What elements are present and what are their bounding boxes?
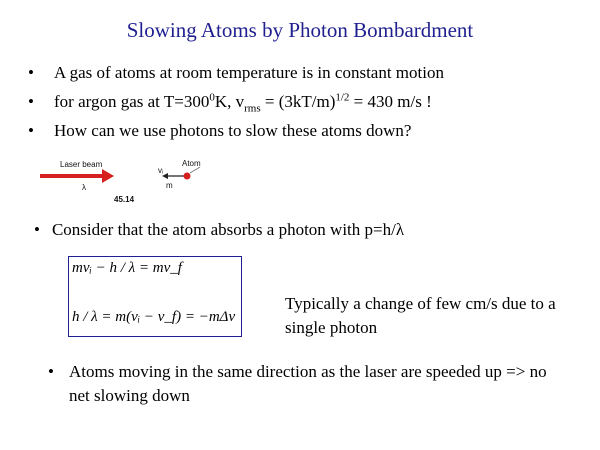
bullet-text: A gas of atoms at room temperature is in constant motion	[54, 63, 444, 82]
laser-arrowhead-icon	[102, 169, 114, 183]
atom-label: Atom	[182, 159, 201, 168]
figure-number: 45.14	[114, 195, 135, 204]
bullet-dot: •	[34, 220, 40, 239]
laser-beam	[40, 174, 102, 178]
photon-note: Typically a change of few cm/s due to a single photon	[285, 294, 556, 337]
laser-beam-label: Laser beam	[60, 160, 103, 169]
atom-icon	[184, 173, 191, 180]
bullet-text: Atoms moving in the same direction as the laser are speeded up => no net slowing down	[69, 362, 547, 405]
bullet-dot: •	[28, 121, 34, 140]
equation-box	[68, 256, 242, 337]
bullet-text: for argon gas at $T=300^0K$, $v_{rms} = (3kT/m)^{1/2} = 430$ m/s !	[54, 91, 432, 115]
mass-label: m	[166, 181, 173, 190]
equation-momentum: mvᵢ − h / λ = mv_f	[72, 260, 182, 276]
bullet-item	[28, 116, 588, 145]
bullet-absorption	[34, 220, 404, 240]
slide-title: Slowing Atoms by Photon Bombardment	[126, 18, 474, 42]
bullet-list	[28, 58, 588, 145]
laser-atom-diagram	[34, 155, 224, 210]
bullet-same-direction	[48, 360, 568, 408]
bullet-item	[28, 58, 588, 87]
bullet-dot: •	[48, 362, 54, 381]
lambda-label: λ	[82, 183, 86, 192]
equation-velocity-change: h / λ = m(vᵢ − v_f) = −mΔv	[72, 309, 236, 325]
bullet-text: Consider that the atom absorbs a photon with p=h/λ	[51, 220, 405, 239]
bullet-item	[28, 87, 588, 116]
velocity-label: vᵢ	[158, 166, 164, 175]
bullet-dot: •	[28, 92, 34, 111]
bullet-dot: •	[28, 63, 34, 82]
bullet-text: How can we use photons to slow these atoms down?	[54, 121, 412, 140]
